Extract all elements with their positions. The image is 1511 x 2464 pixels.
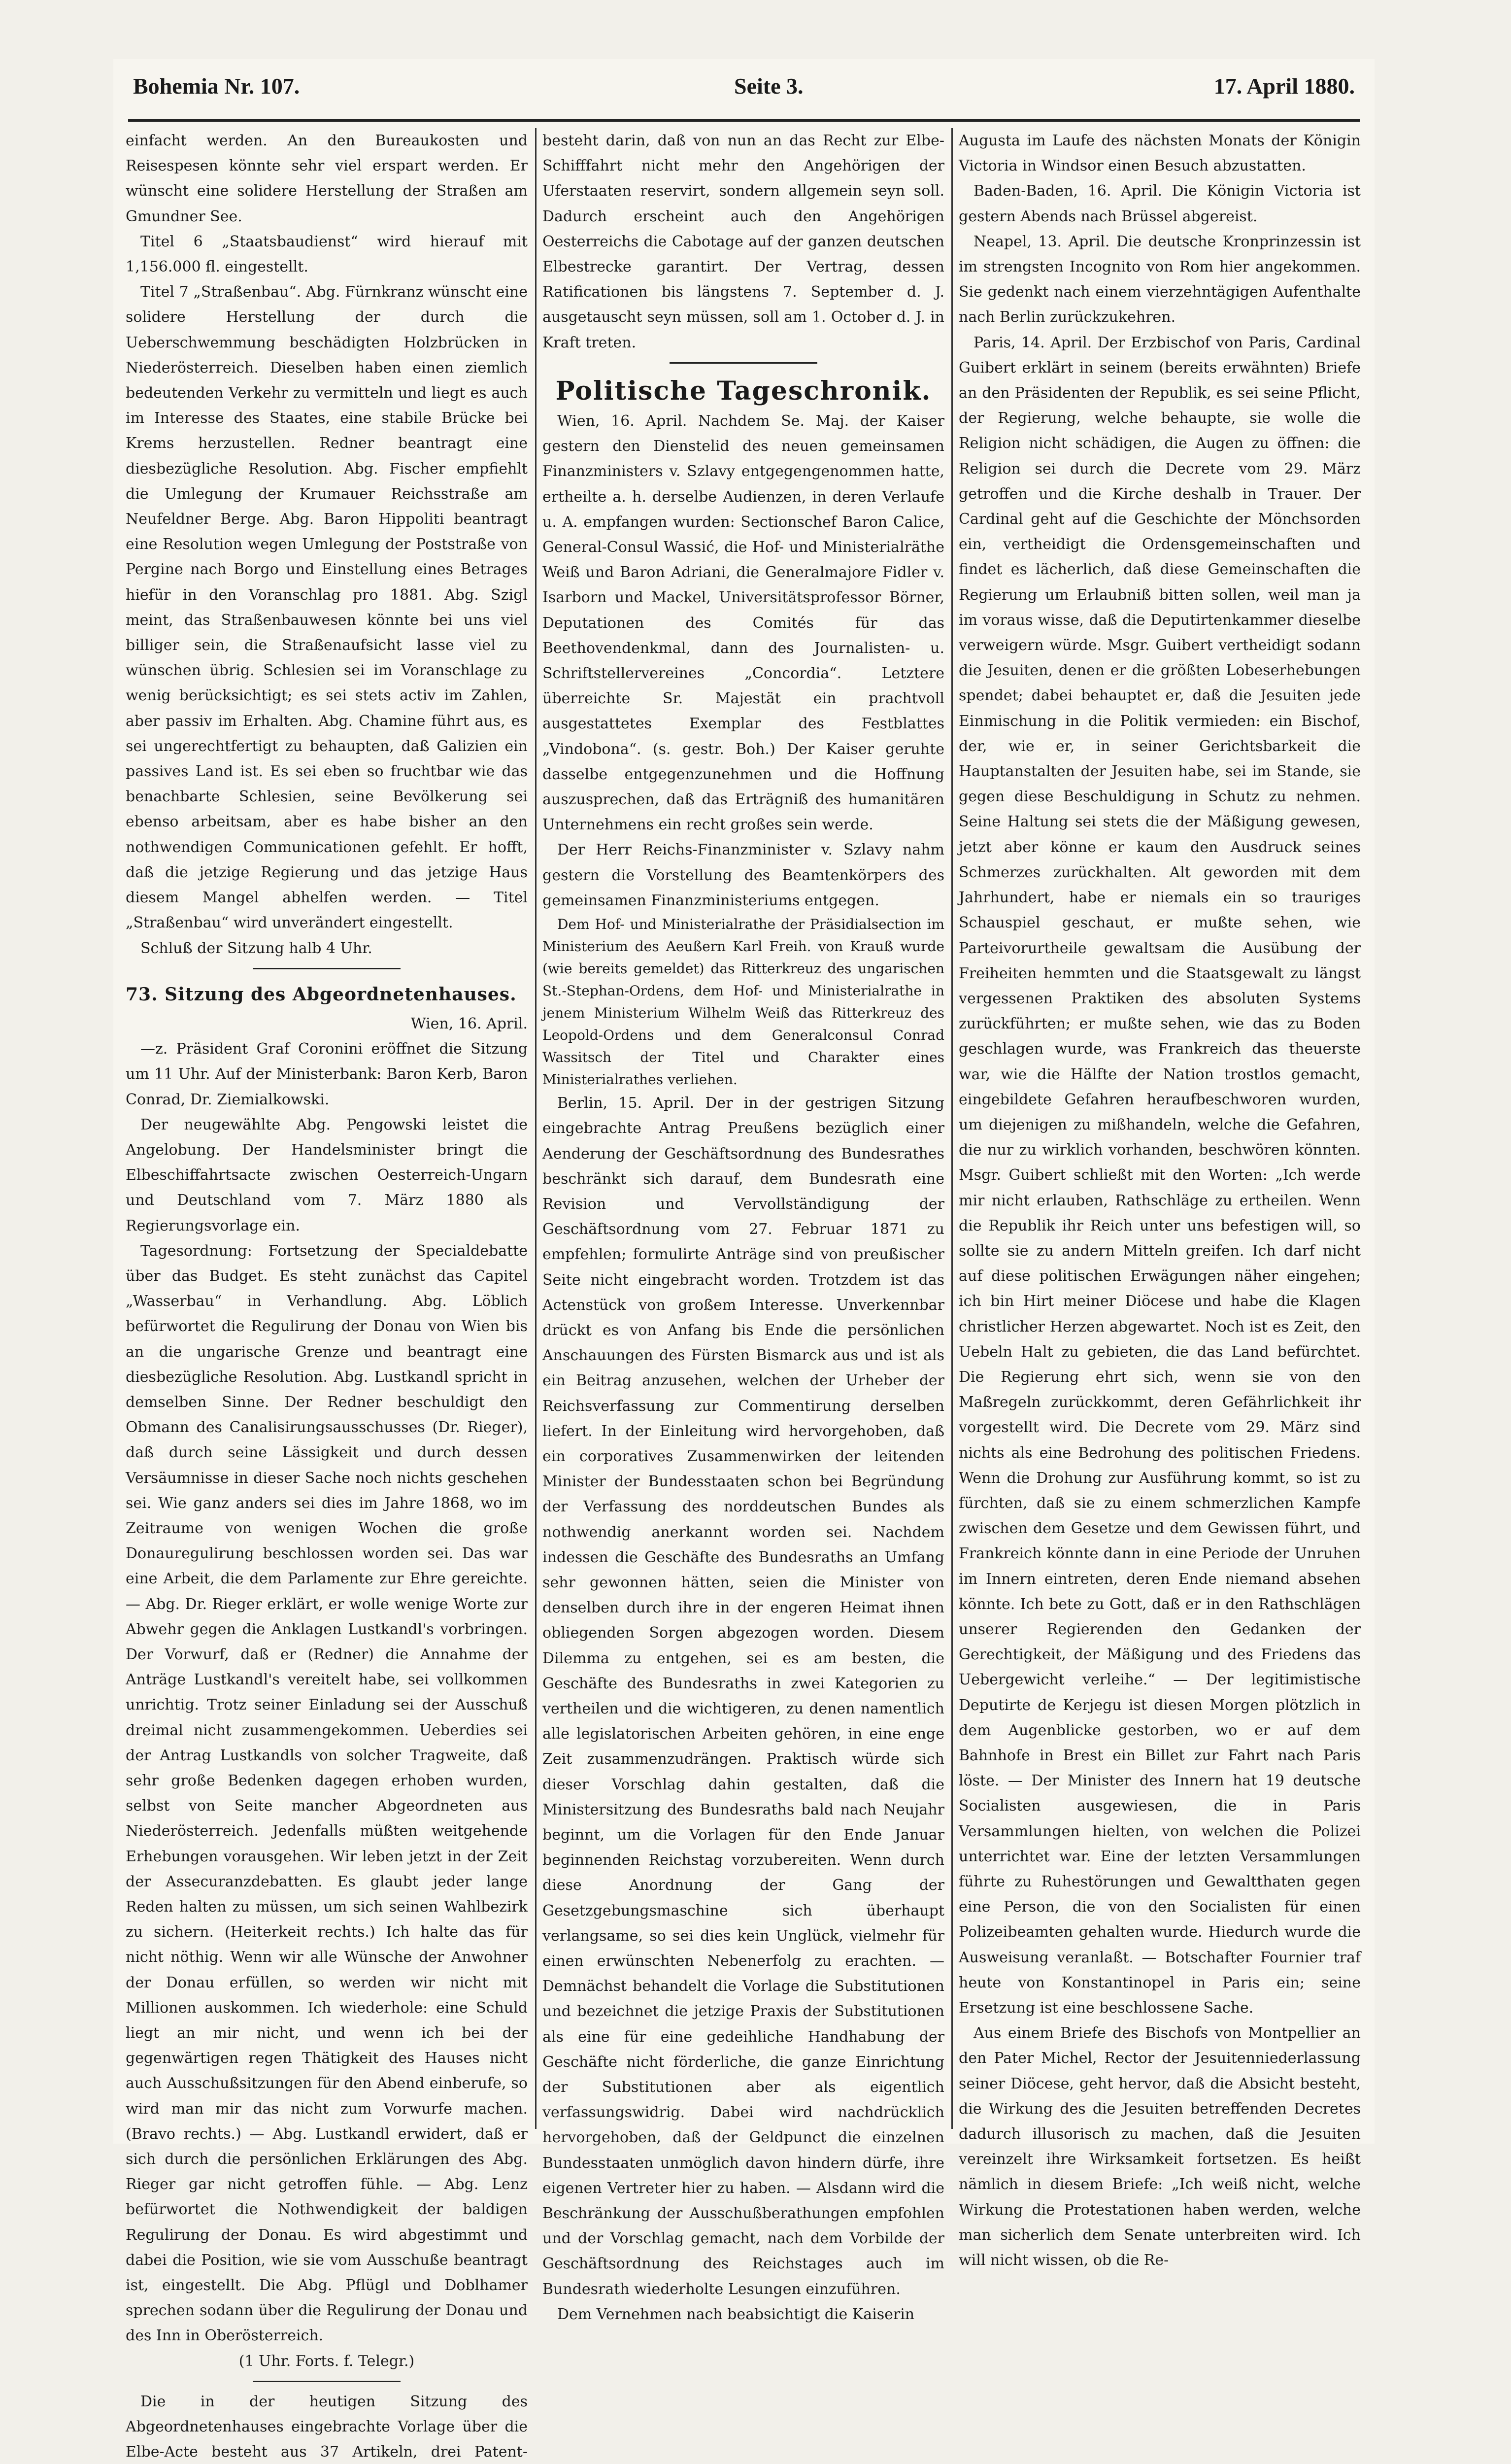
paragraph: Tagesordnung: Fortsetzung der Specialdebatte über das Budget. Es steht zunächst das Capitel „Wasserbau“ in Verhandlung. Abg. Löblich befürwortet die Regulirung der Donau von Wien bis an die ungarische Grenze und beantragt eine diesbezügliche Resolution. Abg. Lustkandl spricht in demselben Sinne. Der Redner beschuldigt den Obmann des Canalisirungsausschusses (Dr. Rieger), daß durch seine Lässigkeit und durch dessen Versäumnisse in dieser Sache noch nichts geschehen sei. Wie ganz anders sei dies im Jahre 1868, wo im Zeitraume von wenigen Wochen die große Donauregulirung beschlossen worden sei. Das war eine Arbeit, die dem Parlamente zur Ehre gereichte. — Abg. Dr. Rieger erklärt, er wolle wenige Worte zur Abwehr gegen die Anklagen Lustkandl's vorbringen. Der Vorwurf, daß er (Redner) die Annahme der Anträge Lustkandl's vereitelt habe, sei vollkommen unrichtig. Trotz seiner Einladung sei der Ausschuß dreimal nicht zusammengekommen. Ueberdies sei der Antrag Lustkandls von solcher Tragweite, daß sehr große Bedenken dagegen erhoben wurden, selbst von Seite mancher Abgeordneten aus Niederösterreich. Jedenfalls müßten weitgehende Erhebungen vorausgehen. Wir leben jetzt in der Zeit der Assecuranzdebatten. Es glaubt jeder lange Reden halten zu müssen, um sich seinen Wahlbezirk zu sichern. (Heiterkeit rechts.) Ich halte das für nicht nöthig. Wenn wir alle Wünsche der Anwohner der Donau erfüllen, so werden wir nicht mit Millionen auskommen. Ich wiederhole: eine Schuld liegt an mir nicht, und wenn ich bei der gegenwärtigen regen Thätigkeit des Hauses nicht auch Ausschußsitzungen für den Abend einberufe, so wird man mir das nicht zum Vorwurfe machen. (Bravo rechts.) — Abg. Lustkandl erwidert, daß er sich durch die persönlichen Erklärungen des Abg. Rieger gar nicht getroffen fühle. — Abg. Lenz befürwortet die Nothwendigkeit der baldigen Regulirung der Donau. Es wird abgestimmt und dabei die Position, wie sie vom Ausschuße beantragt ist, eingestellt. Die Abg. Pflügl und Doblhamer sprechen sodann über die Regulirung der Donau und des Inn in Oberösterreich. (126, 1242, 528, 2345)
paragraph: Baden-Baden, 16. April. Die Königin Victoria ist gestern Abends nach Brüssel abgereist. (959, 182, 1361, 225)
paragraph: Titel 6 „Staatsbaudienst“ wird hierauf mit 1,156.000 fl. eingestellt. (126, 233, 528, 276)
page-header (133, 68, 1355, 107)
paragraph: Paris, 14. April. Der Erzbischof von Paris, Cardinal Guibert erklärt in seinem (bereits erwähnten) Briefe an den Präsidenten der Republik, es sei seine Pflicht, der Regierung, welche behaupte, sie wolle die Religion nicht schädigen, die Augen zu öffnen: die Religion sei durch die Decrete vom 29. März getroffen und die Kirche deshalb in Trauer. Der Cardinal geht auf die Geschichte der Mönchsorden ein, vertheidigt die Ordensgemeinschaften und findet es lächerlich, daß diese Gemeinschaften die Regierung um Erlaubniß bitten sollen, weil man ja im voraus wisse, daß die Deputirtenkammer dieselbe verweigern würde. Msgr. Guibert vertheidigt sodann die Jesuiten, denen er die größten Lobeserhebungen spendet; dabei behauptet er, daß die Jesuiten jede Einmischung in die Politik vermieden: ein Bischof, der, wie er, in seiner Gerichtsbarkeit die Hauptanstalten der Jesuiten habe, sei im Stande, sie gegen diese Beschuldigung in Schutz zu nehmen. Seine Haltung sei stets die der Mäßigung gewesen, jetzt aber könne er kaum den Ausdruck seines Schmerzes zurückhalten. Alt geworden mit dem Jahrhundert, habe er niemals ein so trauriges Schauspiel geschaut, er mußte sehen, wie Parteivorurtheile gewaltsam die Ausübung der Freiheiten hemmten und die Staatsgewalt zu längst vergessenen Praktiken des absoluten Systems zurückführten; er mußte sehen, wie das zu Boden geschlagen wurde, was Frankreich das theuerste war, wie die Hälfte der Nation trostlos gemacht, eingebildete Gefahren heraufbeschworen wurden, um diejenigen zu mißhandeln, welche die Gefahren, die nur zu wirklich vorhanden, beschwören könnten. Msgr. Guibert schließt mit den Worten: „Ich werde mir nicht erlauben, Rathschläge zu ertheilen. Wenn die Republik ihr Reich unter uns befestigen will, so sollte sie zu andern Mitteln greifen. Ich darf nicht auf diese politischen Erwägungen näher eingehen; ich bin Hirt meiner Diöcese und habe die Klagen christlicher Herzen abgewartet. Noch ist es Zeit, den Uebeln Halt zu gebieten, die das Land befürchtet. Die Regierung ehrt sich, wenn sie von den Maßregeln zurückkommt, deren Gefährlichkeit ihr vorgestellt wird. Die Decrete vom 29. März sind nichts als eine Bedrohung des politischen Friedens. Wenn die Drohung zur Ausführung kommt, so ist zu fürchten, daß sie zu einem schmerzlichen Kampfe zwischen dem Gesetze und dem Gewissen führt, und Frankreich könnte dann in eine Periode der Unruhen im Innern eintreten, deren Ende niemand absehen könnte. Ich bete zu Gott, daß er in den Rathschlägen unserer Regierenden den Gedanken der Gerechtigkeit, der Mäßigung und des Friedens das Uebergewicht verleihe.“ — Der legitimistische Deputirte de Kerjegu ist diesen Morgen plötzlich in dem Augenblicke gestorben, wo er auf dem Bahnhofe in Brest ein Billet zur Fahrt nach Paris löste. — Der Minister des Innern hat 19 deutsche Socialisten ausgewiesen, die in Paris Versammlungen hielten, von welchen die Polizei unterrichtet war. Eine der letzten Versammlungen führte zu Ruhestörungen und Gewaltthaten gegen eine Person, die von den Socialisten für einen Polizeibeamten gehalten wurde. Hiedurch wurde die Ausweisung veranlaßt. — Botschafter Fournier traf heute von Konstantinopel in Paris ein; seine Ersetzung ist eine beschlossene Sache. (959, 334, 1361, 2017)
paragraph: Wien, 16. April. Nachdem Se. Maj. der Kaiser gestern den Dienstelid des neuen gemeinsamen Finanzministers v. Szlavy entgegengenommen hatte, ertheilte a. h. derselbe Audienzen, in deren Verlaufe u. A. empfangen wurden: Sectionschef Baron Calice, General-Consul Wassić, die Hof- und Ministerialräthe Weiß und Baron Adriani, die Generalmajore Fidler v. Isarborn und Mackel, Universitätsprofessor Börner, Deputationen des Comités für das Beethovendenkmal, dann des Journalisten- u. Schriftstellervereines „Concordia“. Letztere überreichte Sr. Majestät ein prachtvoll ausgestattetes Exemplar des Festblattes „Vindobona“. (s. gestr. Boh.) Der Kaiser geruhte dasselbe entgegenzunehmen und die Hoffnung auszusprechen, daß das Erträgniß des humanitären Unternehmens ein recht großes sein werde. (542, 412, 944, 834)
column-3 (959, 128, 1361, 2269)
section-rule (253, 968, 401, 969)
paragraph: Der Herr Reichs-Finanzminister v. Szlavy nahm gestern die Vorstellung des Beamtenkörpers des gemeinsamen Finanzministeriums entgegen. (542, 841, 944, 909)
section-heading: 73. Sitzung des Abgeordnetenhauses. (126, 984, 517, 1005)
header-issue: Bohemia Nr. 107. (133, 73, 300, 99)
paragraph: Berlin, 15. April. Der in der gestrigen Sitzung eingebrachte Antrag Preußens bezüglich einer Aenderung der Geschäftsordnung des Bundesrathes beschränkt sich darauf, dem Bundesrath eine Revision und Vervollständigung der Geschäftsordnung vom 27. Februar 1871 zu empfehlen; formulirte Anträge sind von preußischer Seite nicht eingebracht worden. Trotzdem ist das Actenstück von großem Interesse. Unverkennbar drückt es von Anfang bis Ende die persönlichen Anschauungen des Fürsten Bismarck aus und ist als ein Beitrag anzusehen, welchen der Urheber der Reichsverfassung zur Commentirung derselben liefert. In der Einleitung wird hervorgehoben, daß ein corporatives Zusammenwirken der leitenden Minister der Bundesstaaten schon bei Begründung der Verfassung des norddeutschen Bundes als nothwendig anerkannt worden sei. Nachdem indessen die Geschäfte des Bundesraths an Umfang sehr gewonnen hätten, seien die Minister von denselben durch ihre in der engeren Heimat ihnen obliegenden Sorgen abgezogen worden. Diesem Dilemma zu entgehen, sei es am besten, die Geschäfte des Bundesraths in zwei Kategorien zu vertheilen und die wichtigeren, zu denen namentlich alle legislatorischen Arbeiten gehören, in eine enge Zeit zusammenzudrängen. Praktisch würde sich dieser Vorschlag dahin gestalten, daß die Ministersitzung des Bundesraths bald nach Neujahr beginnt, um die Vorlagen für den Ende Januar beginnenden Reichstag vorzubereiten. Wenn durch diese Anordnung der Gang der Gesetzgebungsmaschine sich überhaupt verlangsame, so sei dies kein Unglück, vielmehr für einen erwünschten Nebenerfolg zu erachten. — Demnächst behandelt die Vorlage die Substitutionen und bezeichnet die jetzige Praxis der Substitutionen als eine für eine gedeihliche Handhabung der Geschäfte nicht förderliche, die ganze Einrichtung der Substitutionen aber als eigentlich verfassungswidrig. Dabei wird nachdrücklich hervorgehoben, daß der Geldpunct die einzelnen Bundesstaaten unmöglich davon hindern dürfe, ihre eigenen Vertreter hier zu haben. — Alsdann wird die Beschränkung der Ausschußberathungen empfohlen und der Vorschlag gemacht, nach dem Vorbilde der Geschäftsordnung des Reichstages auch im Bundesrath wiederholte Lesungen einzuführen. (542, 1095, 944, 2298)
paragraph: Dem Hof- und Ministerialrathe der Präsidialsection im Ministerium des Aeußern Karl Freih. von Krauß wurde (wie bereits gemeldet) das Ritterkreuz des ungarischen St.-Stephan-Ordens, dem Hof- und Ministerialrathe in jenem Ministerium Wilhelm Weiß das Ritterkreuz des Leopold-Ordens und dem Generalconsul Conrad Wassitsch der Titel und Charakter eines Ministerialrathes verliehen. (542, 916, 944, 1088)
paragraph: Augusta im Laufe des nächsten Monats der Königin Victoria in Windsor einen Besuch abzustatten. (959, 132, 1361, 175)
dateline: Wien, 16. April. (410, 1015, 528, 1032)
paragraph: —z. Präsident Graf Coronini eröffnet die Sitzung um 11 Uhr. Auf der Ministerbank: Baron Kerb, Baron Conrad, Dr. Ziemialkowski. (126, 1040, 528, 1108)
column-divider (951, 128, 953, 2129)
header-rule (128, 119, 1360, 122)
paragraph: Neapel, 13. April. Die deutsche Kronprinzessin ist im strengsten Incognito von Rom hier angekommen. Sie gedenkt nach einem vierzehntägigen Aufenthalte nach Berlin zurückzukehren. (959, 233, 1361, 326)
paragraph: besteht darin, daß von nun an das Recht zur Elbe-Schifffahrt nicht mehr den Angehörigen der Uferstaaten reservirt, sondern allgemein seyn soll. Dadurch erscheint auch den Angehörigen Oesterreichs die Cabotage auf der ganzen deutschen Elbestrecke garantirt. Der Vertrag, dessen Ratificationen bis längstens 7. September d. J. ausgetauscht seyn müssen, soll am 1. October d. J. in Kraft treten. (542, 132, 944, 351)
paragraph: Aus einem Briefe des Bischofs von Montpellier an den Pater Michel, Rector der Jesuitenniederlassung seiner Diöcese, geht hervor, daß die Absicht besteht, die Wirkung des die Jesuiten betreffenden Decretes dadurch illusorisch zu machen, daß die Jesuiten vereinzelt ihre Wirksamkeit fortsetzen. Es heißt nämlich in diesem Briefe: „Ich weiß nicht, welche Wirkung die Protestationen haben werden, welche man sicherlich dem Senate unterbreiten wird. Ich will nicht wissen, ob die Re- (959, 2024, 1361, 2269)
column-1 (126, 128, 528, 2461)
paragraph: Dem Vernehmen nach beabsichtigt die Kaiserin (557, 2305, 915, 2323)
header-page-number: Seite 3. (734, 73, 804, 99)
telegram-note: (1 Uhr. Forts. f. Telegr.) (238, 2352, 415, 2370)
column-divider (535, 128, 537, 2129)
section-rule (670, 362, 817, 364)
section-rule (253, 2381, 401, 2382)
paragraph: Schluß der Sitzung halb 4 Uhr. (140, 939, 372, 957)
paragraph: Der neugewählte Abg. Pengowski leistet die Angelobung. Der Handelsminister bringt die Elbeschiffahrtsacte zwischen Oesterreich-Ungarn und Deutschland vom 7. März 1880 als Regierungsvorlage ein. (126, 1116, 528, 1234)
section-title: Politische Tageschronik. (555, 376, 932, 406)
paragraph: einfacht werden. An den Bureaukosten und Reisespesen könnte sehr viel erspart werden. Er wünscht eine solidere Herstellung der Straßen am Gmundner See. (126, 132, 528, 225)
header-date: 17. April 1880. (1213, 73, 1355, 99)
newspaper-page (113, 59, 1375, 2461)
paragraph: Titel 7 „Straßenbau“. Abg. Fürnkranz wünscht eine solidere Herstellung der durch die Ueberschwemmung beschädigten Holzbrücken in Niederösterreich. Dieselben haben einen ziemlich bedeutenden Verkehr zu vermitteln und liegt es auch im Interesse des Staates, eine stabile Brücke bei Krems herzustellen. Redner beantragt eine diesbezügliche Resolution. Abg. Fischer empfiehlt die Umlegung der Krumauer Reichsstraße am Neufeldner Berge. Abg. Baron Hippoliti beantragt eine Resolution wegen Umlegung der Poststraße von Pergine nach Borgo und Einstellung eines Betrages hiefür in den Voranschlag pro 1881. Abg. Szigl meint, das Straßenbauwesen könnte bei uns viel billiger sein, die Straßenaufsicht lasse viel zu wünschen übrig. Schlesien sei im Voranschlage zu wenig berücksichtigt; es sei stets activ im Zahlen, aber passiv im Erhalten. Abg. Chamine führt aus, es sei ungerechtfertigt zu behaupten, daß Galizien ein passives Land ist. Es sei eben so fruchtbar wie das benachbarte Schlesien, seine Bevölkerung sei ebenso arbeitsam, aber es habe bisher an den nothwendigen Communicationen gefehlt. Er hofft, daß die jetzige Regierung und das jetzige Haus diesem Mangel abhelfen werden. — Titel „Straßenbau“ wird unverändert eingestellt. (126, 283, 528, 932)
paragraph: Die in der heutigen Sitzung des Abgeordnetenhauses eingebrachte Vorlage über die Elbe-Acte besteht aus 37 Artikeln, drei Patent- (126, 2393, 528, 2461)
column-2 (542, 128, 944, 2323)
